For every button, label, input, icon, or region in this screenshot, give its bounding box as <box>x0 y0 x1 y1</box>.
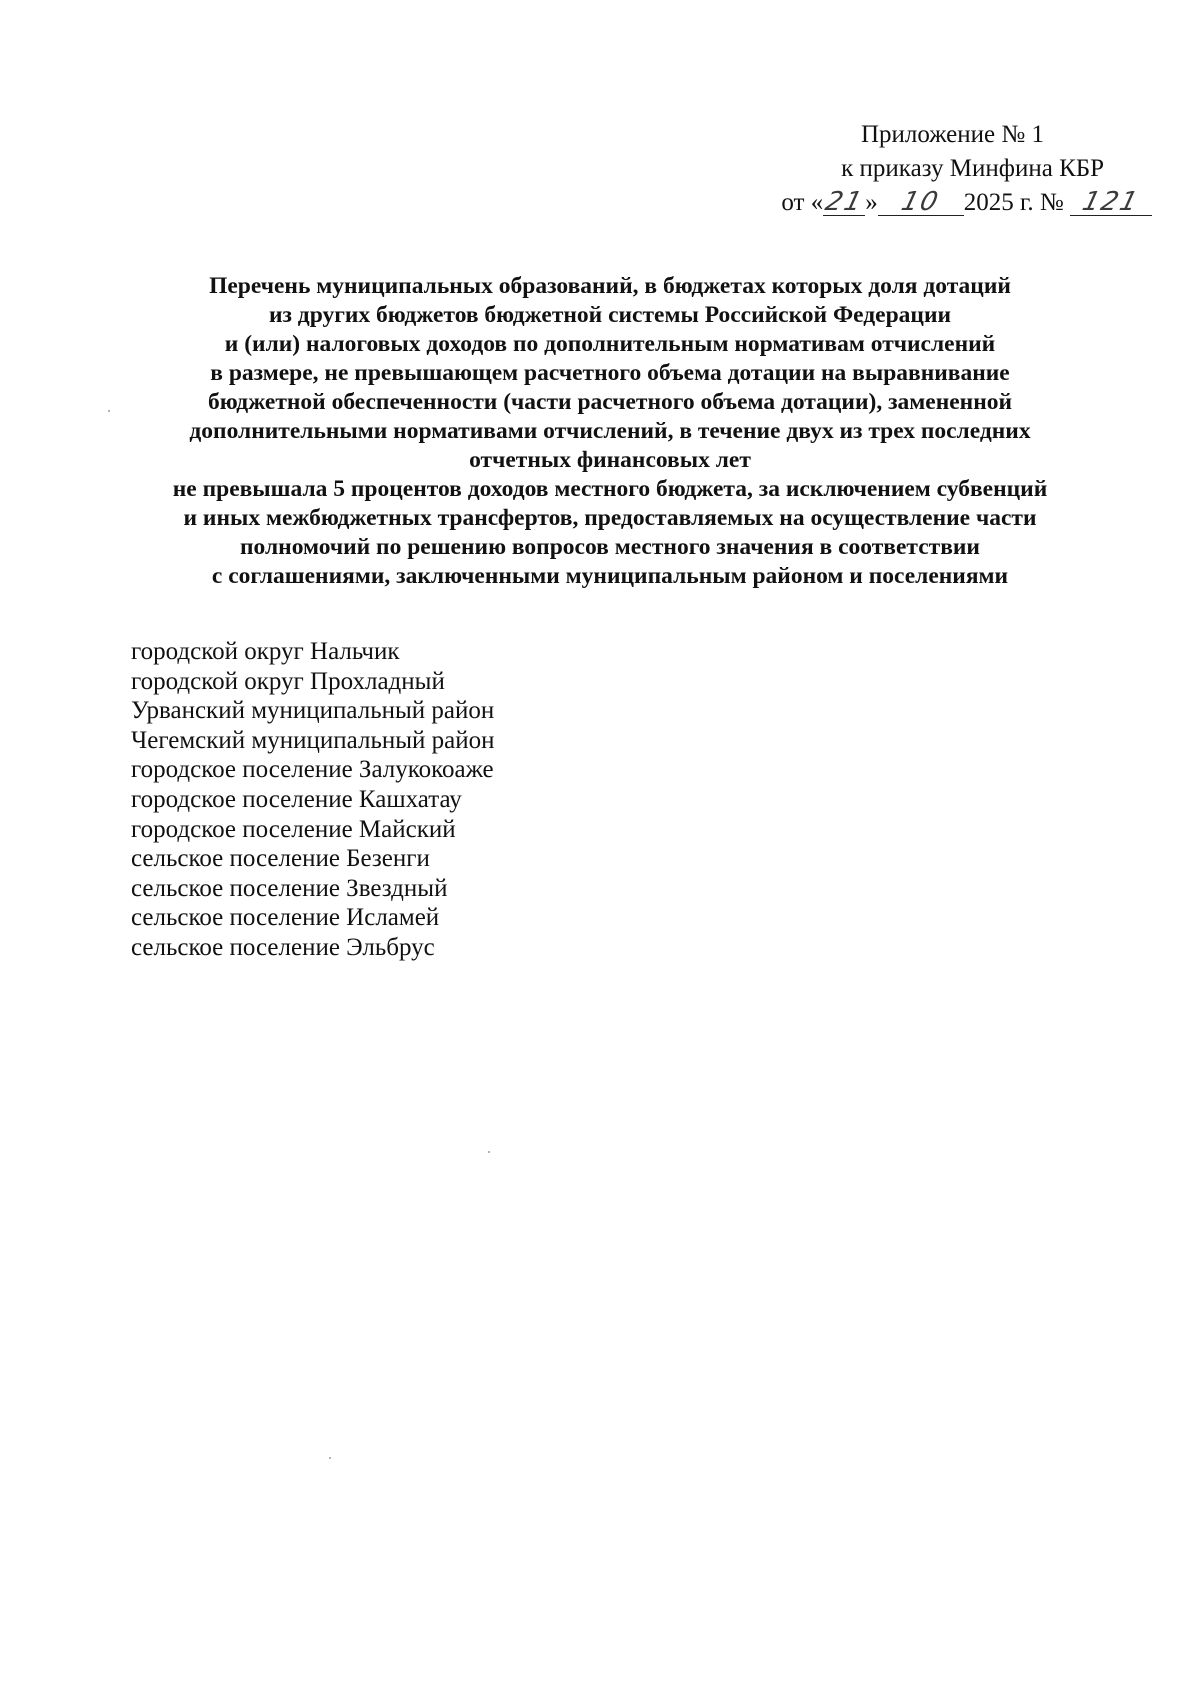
title-line: Перечень муниципальных образований, в бюджетах которых доля дотаций <box>209 273 1011 299</box>
list-item: сельское поселение Безенги <box>131 845 430 873</box>
title-line: и иных межбюджетных трансфертов, предоставляемых на осуществление части <box>183 505 1037 531</box>
title-line: с соглашениями, заключенными муниципальным районом и поселениями <box>211 563 1009 589</box>
title-line: отчетных финансовых лет <box>469 447 751 473</box>
title-line: бюджетной обеспеченности (части расчетного объема дотации), замененной <box>207 389 1013 415</box>
title-line: в размере, не превышающем расчетного объема дотации на выравнивание <box>210 360 1010 386</box>
list-item: Чегемский муниципальный район <box>131 726 495 754</box>
scan-speck <box>329 1457 331 1459</box>
handwritten-month: 10 <box>898 187 943 217</box>
list-item: городское поселение Кашхатау <box>131 785 462 813</box>
list-item: городской округ Прохладный <box>131 667 445 695</box>
date-after-day: » <box>865 189 878 216</box>
appendix-header <box>732 118 1152 220</box>
appendix-order-ref: к приказу Минфина КБР <box>841 155 1104 182</box>
date-day-field <box>823 187 865 216</box>
title-line: и (или) налоговых доходов по дополнительным нормативам отчислений <box>224 331 996 357</box>
list-item: Урванский муниципальный район <box>131 697 495 725</box>
list-item: сельское поселение Исламей <box>131 904 440 932</box>
handwritten-day: 21 <box>821 187 867 217</box>
title-line: дополнительными нормативами отчислений, в течение двух из трех последних <box>189 418 1031 444</box>
title-line: полномочий по решению вопросов местного значения в соответствии <box>240 534 980 560</box>
list-item: городское поселение Залукокоаже <box>131 756 494 784</box>
date-month-field <box>878 187 964 216</box>
handwritten-order-number: 121 <box>1079 187 1143 217</box>
list-item: сельское поселение Эльбрус <box>131 933 435 961</box>
title-line: не превышала 5 процентов доходов местного бюджета, за исключением субвенций <box>172 476 1048 502</box>
date-year-number-label: 2025 г. № <box>963 189 1064 216</box>
date-prefix: от « <box>781 189 824 216</box>
list-item: городское поселение Майский <box>131 815 456 843</box>
scan-speck <box>108 410 110 412</box>
document-title <box>110 272 1110 591</box>
list-item: городской округ Нальчик <box>131 638 400 665</box>
municipal-entity-list <box>131 637 495 963</box>
scan-speck <box>488 1151 490 1153</box>
list-item: сельское поселение Звездный <box>131 874 448 902</box>
appendix-number: Приложение № 1 <box>860 121 1044 148</box>
appendix-date-line <box>732 186 1152 220</box>
order-number-field <box>1070 187 1152 216</box>
title-line: из других бюджетов бюджетной системы Российской Федерации <box>268 302 952 328</box>
